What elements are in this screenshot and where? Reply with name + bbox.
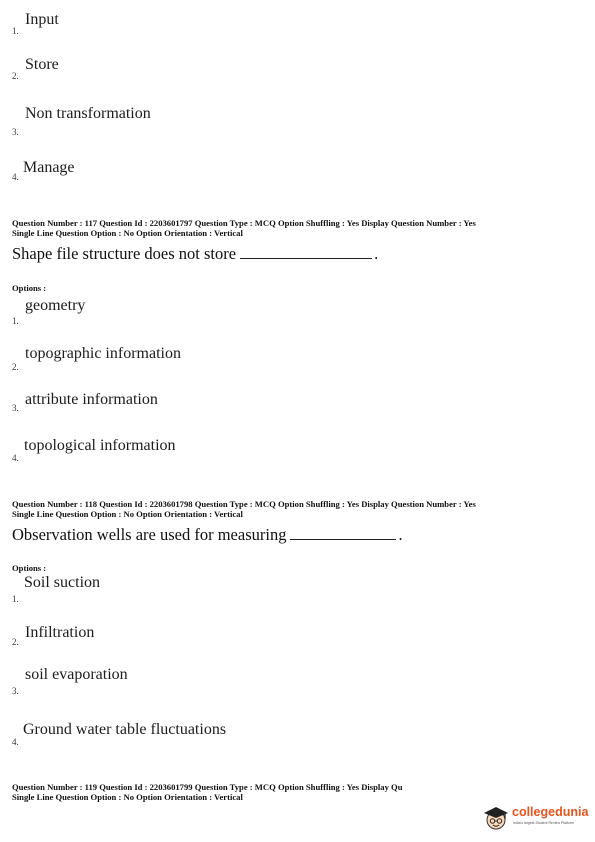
answer-blank [290,538,396,540]
graduate-cap-icon [482,804,510,832]
option-number: 4. [12,737,19,747]
collegedunia-watermark [480,803,590,833]
question-meta-line: Question Number : 117 Question Id : 2203601797 Question Type : MCQ Option Shuffling : Yes Display Question Number : Yes [12,218,476,228]
brand-name: collegedunia [512,805,589,819]
question-meta-line: Question Number : 119 Question Id : 2203601799 Question Type : MCQ Option Shuffling : Yes Display Qu [12,782,403,792]
question-meta-line: Single Line Question Option : No Option Orientation : Vertical [12,508,243,519]
option-text: soil evaporation [25,666,128,683]
options-label: Options : [12,563,47,573]
option-number: 3. [12,127,19,137]
question-meta [12,500,476,519]
option-text: topological information [24,437,176,454]
question-period: . [374,244,379,263]
option-text: Manage [23,159,75,176]
option-number: 3. [12,403,19,413]
question-period: . [398,525,403,544]
options-label: Options : [12,283,47,293]
option-number: 2. [12,362,19,372]
option-text: attribute information [25,391,158,408]
option-text: Input [25,11,59,28]
option-number: 4. [12,172,19,182]
option-number: 2. [12,637,19,647]
option-number: 1. [12,594,19,604]
question-meta [12,219,476,238]
option-number: 4. [12,453,19,463]
question-text [12,525,403,545]
answer-blank [240,257,372,259]
question-meta-line: Question Number : 118 Question Id : 2203601798 Question Type : MCQ Option Shuffling : Yes Display Question Number : Yes [12,499,476,509]
question-meta-line: Single Line Question Option : No Option Orientation : Vertical [12,791,243,802]
question-meta [12,783,403,802]
question-text [12,244,378,264]
option-text: Ground water table fluctuations [23,721,227,738]
option-text: Store [25,56,59,73]
question-stem: Observation wells are used for measuring [12,525,287,544]
option-text: Non transformation [25,105,151,122]
option-number: 1. [12,316,19,326]
option-text: Infiltration [25,624,95,641]
brand-tagline: India's largest Student Review Platform [513,821,574,825]
option-text: Soil suction [24,574,101,591]
question-meta-line: Single Line Question Option : No Option Orientation : Vertical [12,227,243,238]
option-text: geometry [25,297,86,314]
option-text: topographic information [25,345,181,362]
option-number: 1. [12,26,19,36]
option-number: 2. [12,71,19,81]
option-number: 3. [12,686,19,696]
question-stem: Shape file structure does not store [12,244,237,263]
